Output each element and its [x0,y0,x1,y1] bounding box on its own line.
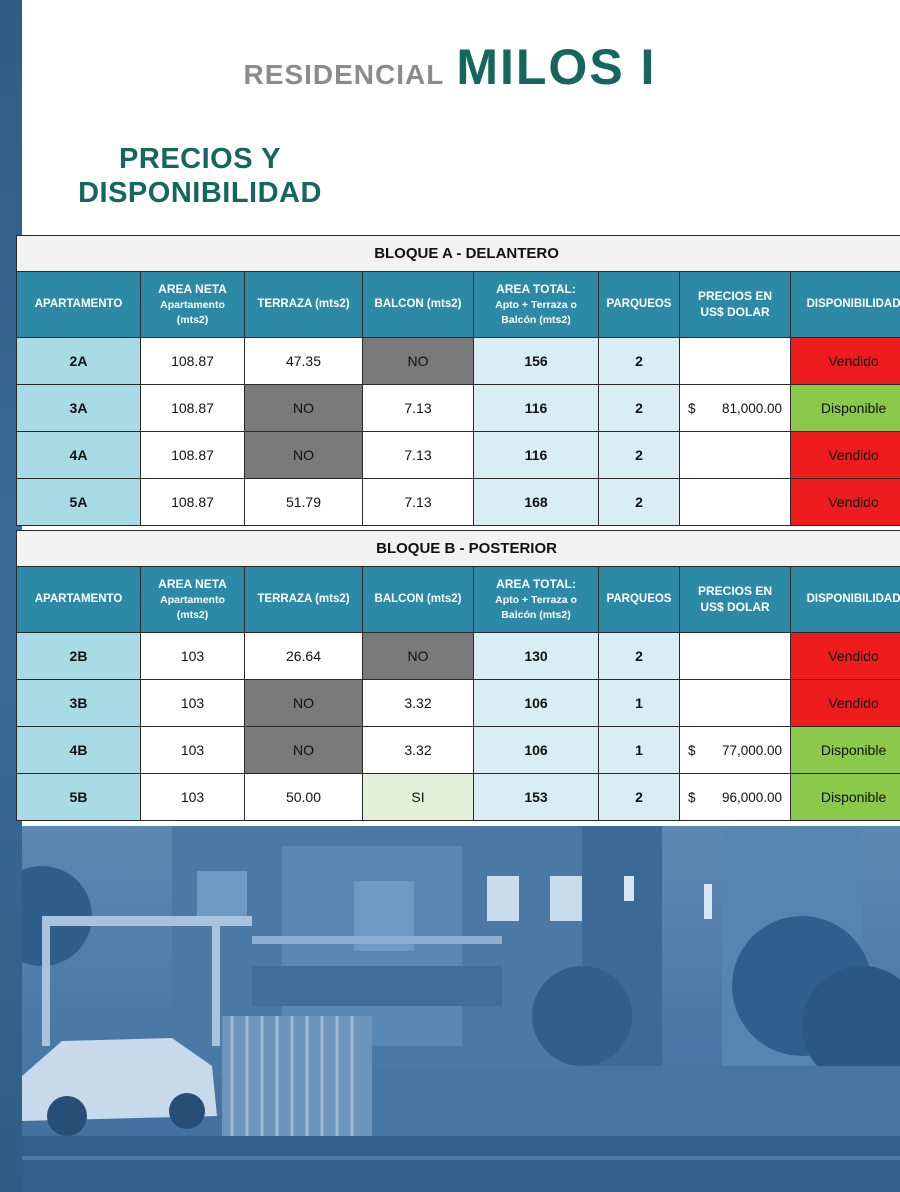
cell-area-total: 153 [474,774,599,821]
cell-balcon: SI [363,774,474,821]
cell-disponibilidad: Vendido [791,432,900,479]
cell-terraza: NO [245,385,363,432]
cell-balcon: 7.13 [363,385,474,432]
cell-area-neta: 108.87 [141,432,245,479]
price-currency: $ [688,400,696,416]
cell-area-total: 168 [474,479,599,526]
header-area-total [474,567,599,633]
cell-area-neta: 108.87 [141,385,245,432]
price-table [16,235,900,526]
cell-parqueos: 2 [599,633,680,680]
header-balcon: BALCON (mts2) [363,272,474,338]
cell-terraza: NO [245,432,363,479]
header-area-total-line2: Apto + Terraza o [495,298,577,311]
header-parqueos: PARQUEOS [599,567,680,633]
cell-parqueos: 2 [599,432,680,479]
price-currency: $ [688,789,696,805]
cell-disponibilidad: Vendido [791,338,900,385]
table-row [17,680,900,727]
cell-area-total: 156 [474,338,599,385]
cell-terraza: NO [245,680,363,727]
table-bloque-a [16,235,900,526]
header-area-neta-line1: AREA NETA [158,576,227,591]
header-area-total-line3: Balcón (mts2) [501,608,571,621]
cell-balcon: NO [363,633,474,680]
cell-parqueos: 1 [599,727,680,774]
cell-area-neta: 103 [141,680,245,727]
header-area-neta [141,272,245,338]
block-title: BLOQUE B - POSTERIOR [17,531,900,567]
section-title-line1: PRECIOS Y [119,143,281,175]
cell-parqueos: 2 [599,338,680,385]
cell-terraza: 50.00 [245,774,363,821]
header-precios-line1: PRECIOS EN [697,583,772,598]
price-currency: $ [688,742,696,758]
header-area-neta-line2: Apartamento [160,298,225,311]
cell-precio [680,338,791,385]
table-row [17,338,900,385]
cell-apartamento: 5A [17,479,141,526]
table-row [17,727,900,774]
header-area-total-line1: AREA TOTAL: [496,281,576,296]
cell-disponibilidad: Vendido [791,680,900,727]
cell-precio [680,479,791,526]
cell-area-total: 130 [474,633,599,680]
brand-prefix: RESIDENCIAL [243,59,445,90]
cell-disponibilidad: Disponible [791,385,900,432]
header-disponibilidad: DISPONIBILIDAD [791,272,900,338]
section-title [60,142,340,210]
header-area-total-line2: Apto + Terraza o [495,593,577,606]
cell-area-total: 116 [474,385,599,432]
cell-parqueos: 1 [599,680,680,727]
cell-precio [680,727,791,774]
header-row [17,272,900,338]
header-area-neta [141,567,245,633]
cell-precio [680,633,791,680]
table-row [17,432,900,479]
cell-area-neta: 103 [141,774,245,821]
block-title-row [17,236,900,272]
cell-apartamento: 3B [17,680,141,727]
header-parqueos: PARQUEOS [599,272,680,338]
header-area-total-line1: AREA TOTAL: [496,576,576,591]
cell-disponibilidad: Disponible [791,774,900,821]
table-bloque-b [16,530,900,821]
header-area-total [474,272,599,338]
header-area-total-line3: Balcón (mts2) [501,313,571,326]
table-row [17,385,900,432]
header-terraza: TERRAZA (mts2) [245,567,363,633]
cell-precio [680,432,791,479]
cell-parqueos: 2 [599,774,680,821]
cell-area-total: 106 [474,727,599,774]
header-row [17,567,900,633]
cell-area-neta: 103 [141,633,245,680]
cell-balcon: 7.13 [363,479,474,526]
header-balcon: BALCON (mts2) [363,567,474,633]
cell-terraza: 26.64 [245,633,363,680]
cell-area-total: 106 [474,680,599,727]
cell-apartamento: 4B [17,727,141,774]
header-apartamento: APARTAMENTO [17,567,141,633]
cell-apartamento: 4A [17,432,141,479]
block-title-row [17,531,900,567]
brand-name: MILOS I [456,39,657,95]
cell-area-total: 116 [474,432,599,479]
table-row [17,633,900,680]
cell-terraza: NO [245,727,363,774]
price-table [16,530,900,821]
cell-disponibilidad: Vendido [791,479,900,526]
cell-balcon: 3.32 [363,727,474,774]
cell-area-neta: 108.87 [141,479,245,526]
block-title: BLOQUE A - DELANTERO [17,236,900,272]
header-area-neta-line3: (mts2) [176,608,209,621]
building-photo [22,826,900,1192]
table-row [17,774,900,821]
cell-area-neta: 108.87 [141,338,245,385]
header-area-neta-line3: (mts2) [176,313,209,326]
cell-precio [680,774,791,821]
header-area-neta-line2: Apartamento [160,593,225,606]
price-value: 81,000.00 [721,400,782,416]
cell-apartamento: 2B [17,633,141,680]
cell-disponibilidad: Vendido [791,633,900,680]
header-precios [680,272,791,338]
header-disponibilidad: DISPONIBILIDAD [791,567,900,633]
cell-precio [680,680,791,727]
cell-terraza: 51.79 [245,479,363,526]
cell-apartamento: 3A [17,385,141,432]
cell-balcon: NO [363,338,474,385]
cell-balcon: 3.32 [363,680,474,727]
brand-title [0,38,900,96]
section-title-line2: DISPONIBILIDAD [78,177,322,209]
cell-parqueos: 2 [599,385,680,432]
cell-apartamento: 5B [17,774,141,821]
header-precios-line2: US$ DOLAR [700,304,770,319]
cell-area-neta: 103 [141,727,245,774]
cell-precio [680,385,791,432]
header-precios-line1: PRECIOS EN [697,288,772,303]
cell-apartamento: 2A [17,338,141,385]
header-area-neta-line1: AREA NETA [158,281,227,296]
header-terraza: TERRAZA (mts2) [245,272,363,338]
cell-balcon: 7.13 [363,432,474,479]
header-precios [680,567,791,633]
header-precios-line2: US$ DOLAR [700,599,770,614]
table-row [17,479,900,526]
header-apartamento: APARTAMENTO [17,272,141,338]
cell-parqueos: 2 [599,479,680,526]
price-value: 96,000.00 [721,789,782,805]
cell-terraza: 47.35 [245,338,363,385]
cell-disponibilidad: Disponible [791,727,900,774]
price-value: 77,000.00 [721,742,782,758]
